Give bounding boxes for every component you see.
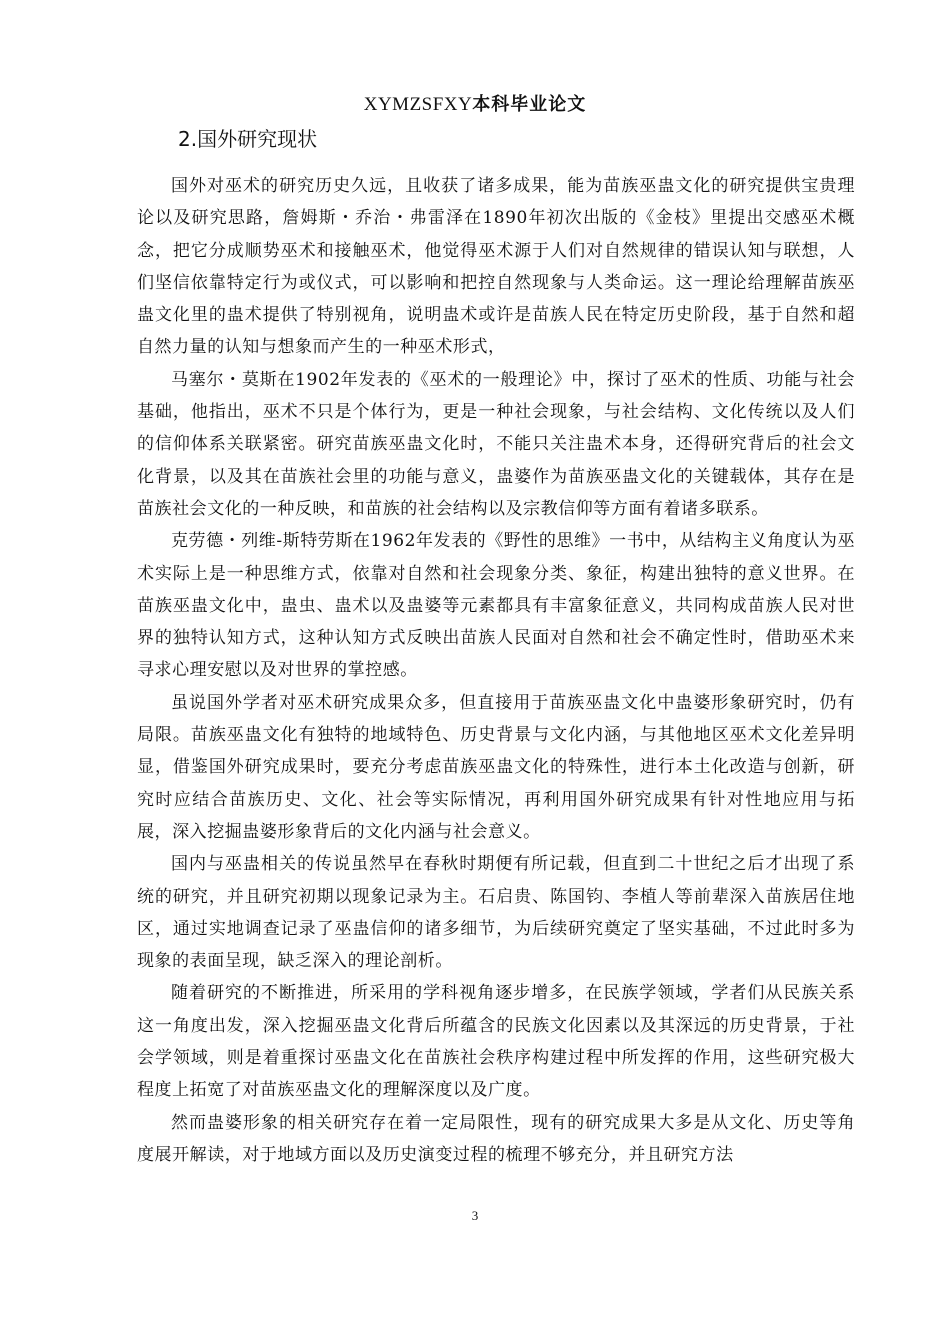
section-heading: 2.国外研究现状	[178, 127, 318, 151]
paragraph-limitations: 虽说国外学者对巫术研究成果众多，但直接用于苗族巫蛊文化中蛊婆形象研究时，仍有局限。苗族巫蛊文化有独特的地域特色、历史背景与文化内涵，与其他地区巫术文化差异明显，借鉴国外研究成果时，要充分考虑苗族巫蛊文化的特殊性，进行本土化改造与创新，研究时应结合苗族历史、文化、社会等实际情况，再利用国外研究成果有针对性地应用与拓展，深入挖掘蛊婆形象背后的文化内涵与社会意义。	[137, 692, 855, 842]
paragraph-frazer: 国外对巫术的研究历史久远，且收获了诸多成果，能为苗族巫蛊文化的研究提供宝贵理论以及研究思路，詹姆斯・乔治・弗雷泽在1890年初次出版的《金枝》里提出交感巫术概念，把它分成顺势巫术和接触巫术，他觉得巫术源于人们对自然规律的错误认知与联想，人们坚信依靠特定行为或仪式，可以影响和把控自然现象与人类命运。这一理论给理解苗族巫蛊文化里的蛊术提供了特别视角，说明蛊术或许是苗族人民在特定历史阶段，基于自然和超自然力量的认知与想象而产生的一种巫术形式，	[137, 176, 855, 358]
page-number: 3	[471, 1208, 479, 1223]
paragraph-disciplinary-views: 随着研究的不断推进，所采用的学科视角逐步增多，在民族学领域，学者们从民族关系这一角度出发，深入挖掘巫蛊文化背后所蕴含的民族文化因素以及其深远的历史背景，于社会学领域，则是着重探讨巫蛊文化在苗族社会秩序构建过程中所发挥的作用，这些研究极大程度上拓宽了对苗族巫蛊文化的理解深度以及广度。	[137, 983, 855, 1101]
paragraph-mauss: 马塞尔・莫斯在1902年发表的《巫术的一般理论》中，探讨了巫术的性质、功能与社会基础，他指出，巫术不只是个体行为，更是一种社会现象，与社会结构、文化传统以及人们的信仰体系关联紧密。研究苗族巫蛊文化时，不能只关注蛊术本身，还得研究背后的社会文化背景，以及其在苗族社会里的功能与意义，蛊婆作为苗族巫蛊文化的关键载体，其存在是苗族社会文化的一种反映，和苗族的社会结构以及宗教信仰等方面有着诸多联系。	[137, 369, 855, 519]
page-header	[0, 92, 950, 117]
header-thesis-label: 本科毕业论文	[472, 94, 587, 115]
paragraph-domestic-origins: 国内与巫蛊相关的传说虽然早在春秋时期便有所记载，但直到二十世纪之后才出现了系统的研究，并且研究初期以现象记录为主。石启贵、陈国钧、李植人等前辈深入苗族居住地区，通过实地调查记录了巫蛊信仰的诸多细节，为后续研究奠定了坚实基础，不过此时多为现象的表面呈现，缺乏深入的理论剖析。	[137, 854, 855, 972]
paragraph-research-gaps: 然而蛊婆形象的相关研究存在着一定局限性，现有的研究成果大多是从文化、历史等角度展开解读，对于地域方面以及历史演变过程的梳理不够充分，并且研究方法	[137, 1112, 855, 1165]
body-text	[137, 170, 855, 1171]
paragraph-levi-strauss: 克劳德・列维-斯特劳斯在1962年发表的《野性的思维》一书中，从结构主义角度认为巫术实际上是一种思维方式，依靠对自然和社会现象分类、象征，构建出独特的意义世界。在苗族巫蛊文化中，蛊虫、蛊术以及蛊婆等元素都具有丰富象征意义，共同构成苗族人民对世界的独特认知方式，这种认知方式反映出苗族人民面对自然和社会不确定性时，借助巫术来寻求心理安慰以及对世界的掌控感。	[137, 531, 855, 681]
header-code: XYMZSFXY	[363, 94, 473, 115]
